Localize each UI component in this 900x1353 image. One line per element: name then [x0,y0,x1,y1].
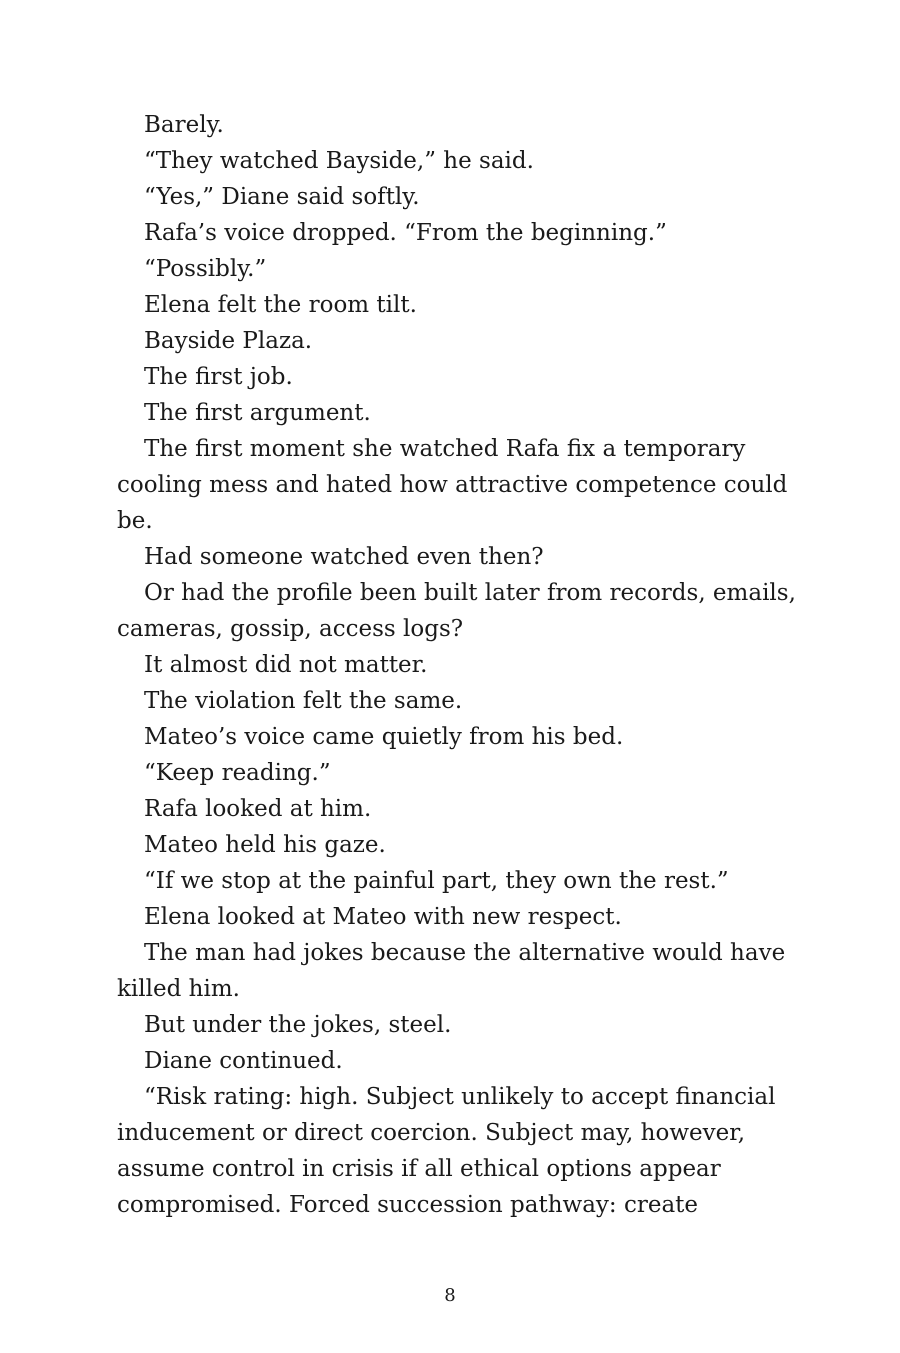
paragraph: “If we stop at the painful part, they own the rest.” [144,868,729,894]
paragraph: Elena looked at Mateo with new respect. [144,904,622,930]
paragraph: Or had the profile been built later from records, emails, cameras, gossip, access logs? [117,580,796,642]
paragraph: Mateo’s voice came quietly from his bed. [144,724,624,750]
paragraph: “Risk rating: high. Subject unlikely to accept financial inducement or direct coercion. Subject may, however, assume control in crisis if all ethical options appear compromised. Forced succession pathway: create [117,1084,776,1218]
paragraph: “Possibly.” [144,256,267,282]
paragraph: It almost did not matter. [144,652,428,678]
paragraph: Diane continued. [144,1048,343,1074]
paragraph: The first moment she watched Rafa fix a temporary cooling mess and hated how attractive competence could be. [117,436,788,534]
paragraph: Rafa’s voice dropped. “From the beginning.” [144,220,667,246]
paragraph: The man had jokes because the alternative would have killed him. [117,940,786,1002]
paragraph: Mateo held his gaze. [144,832,386,858]
page-number: 8 [444,1285,456,1306]
paragraph: The first job. [144,364,293,390]
paragraph: Elena felt the room tilt. [144,292,417,318]
paragraph: The first argument. [144,400,371,426]
page-body-text [117,107,797,1223]
paragraph: “They watched Bayside,” he said. [144,148,534,174]
paragraph: Rafa looked at him. [144,796,372,822]
paragraph: “Yes,” Diane said softly. [144,184,420,210]
paragraph: Had someone watched even then? [144,544,544,570]
paragraph: “Keep reading.” [144,760,331,786]
paragraph: Barely. [144,112,224,138]
paragraph: But under the jokes, steel. [144,1012,452,1038]
paragraph: The violation felt the same. [144,688,463,714]
paragraph: Bayside Plaza. [144,328,313,354]
